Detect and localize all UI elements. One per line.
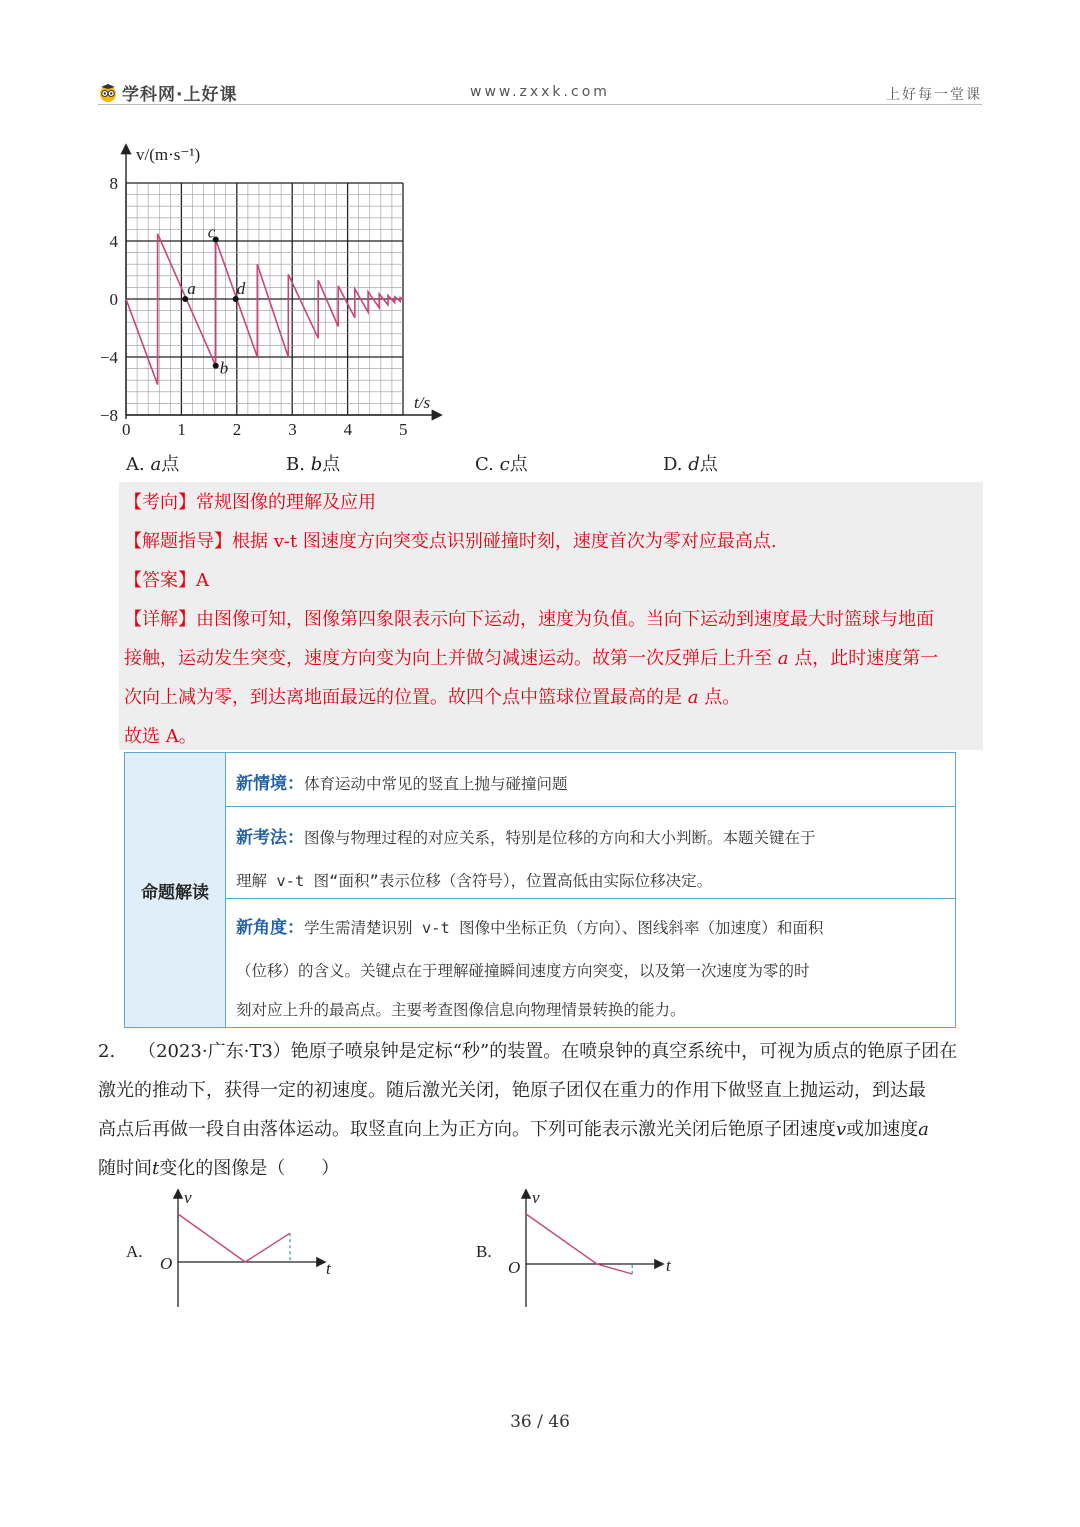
x-tick-label: 1	[177, 420, 186, 439]
interp-row-angle: 新角度：学生需清楚识别 v-t 图像中坐标正负（方向）、图线斜率（加速度）和面积 （位移）的含义。关键点在于理解碰撞瞬间速度方向突变，以及第一次速度为零的时 刻对应上升的最高点。主要考查图像信息向物理情景转换的能力。	[236, 918, 824, 1019]
interp-row-method: 新考法：图像与物理过程的对应关系，特别是位移的方向和大小判断。本题关键在于 理解 v-t 图“面积”表示位移（含符号），位置高低由实际位移决定。	[226, 807, 955, 899]
option-b-t-label: t	[666, 1256, 671, 1275]
q2-line-1: 2. （2023·广东·T3）铯原子喷泉钟是定标“秒”的装置。在喷泉钟的真空系统中，可视为质点的铯原子团在	[98, 1041, 958, 1062]
interpretation-rows	[226, 753, 955, 1027]
option-a-t-label: t	[326, 1259, 331, 1278]
analysis-conclusion: 故选 A。	[124, 726, 197, 747]
logo-text: 学科网·上好课	[122, 85, 238, 105]
analysis-detail-2: 接触，运动发生突变，速度方向变为向上并做匀减速运动。故第一次反弹后上升至 a 点，此时速度第一	[124, 648, 939, 669]
option-a-line	[178, 1214, 290, 1262]
header-divider	[98, 104, 982, 105]
x-tick-label: 0	[122, 420, 131, 439]
option-b-origin: O	[508, 1258, 521, 1277]
option-c[interactable]: C. c点	[475, 454, 528, 475]
header-slogan: 上好每一堂课	[886, 87, 982, 103]
v-axis-label: v/(m·s⁻¹)	[136, 145, 201, 164]
option-a-origin: O	[160, 1254, 173, 1273]
y-tick-label: −8	[99, 406, 118, 425]
option-b-line	[526, 1214, 632, 1274]
analysis-kaoxiang: 【考向】常规图像的理解及应用	[124, 492, 376, 513]
point-b	[213, 363, 219, 369]
owl-logo-icon	[98, 83, 118, 103]
analysis-answer: 【答案】A	[124, 570, 209, 591]
analysis-detail-3: 次向上减为零，到达离地面最远的位置。故四个点中篮球位置最高的是 a 点。	[124, 687, 741, 708]
y-tick-label: 4	[109, 232, 118, 251]
option-b[interactable]: B. b点	[286, 454, 341, 475]
t-axis-label: t/s	[414, 393, 431, 412]
point-label-a: a	[187, 279, 196, 298]
q2-line-3: 高点后再做一段自由落体运动。取竖直向上为正方向。下列可能表示激光关闭后铯原子团速度v或加速度a	[98, 1119, 929, 1140]
interpretation-table	[124, 752, 956, 1028]
point-label-c: c	[207, 222, 216, 242]
interp-row-situation: 新情境：体育运动中常见的竖直上抛与碰撞问题	[226, 753, 955, 807]
page-number: 36 / 46	[510, 1412, 570, 1432]
q2-source: （2023·广东·T3）	[138, 1041, 291, 1062]
option-b-v-label: v	[532, 1188, 540, 1207]
vt-chart	[98, 140, 458, 440]
q2-number: 2.	[98, 1041, 116, 1062]
option-b-label: B.	[476, 1242, 492, 1261]
x-tick-label: 5	[399, 420, 408, 439]
y-tick-label: −4	[99, 348, 118, 367]
y-tick-label: 0	[109, 290, 118, 309]
analysis-guidance: 【解题指导】根据 v-t 图速度方向突变点识别碰撞时刻，速度首次为零对应最高点.	[124, 531, 777, 552]
option-d[interactable]: D. d点	[663, 454, 718, 475]
velocity-series-line	[126, 234, 403, 385]
point-label-b: b	[219, 358, 229, 378]
q2-line-4: 随时间t变化的图像是（ ）	[98, 1158, 340, 1179]
option-a-label: A.	[126, 1242, 143, 1261]
point-label-d: d	[236, 279, 246, 298]
x-tick-label: 4	[343, 420, 353, 439]
header-url[interactable]: www.zxxk.com	[470, 84, 610, 100]
x-tick-label: 3	[288, 420, 297, 439]
analysis-detail-1: 【详解】由图像可知，图像第四象限表示向下运动，速度为负值。当向下运动到速度最大时篮球与地面	[124, 609, 934, 630]
q2-line-2: 激光的推动下，获得一定的初速度。随后激光关闭，铯原子团仅在重力的作用下做竖直上抛运动，到达最	[98, 1080, 926, 1101]
option-a[interactable]: A. a点	[126, 454, 180, 475]
interpretation-title: 命题解读	[125, 753, 226, 1027]
q2-option-b-graph[interactable]	[470, 1185, 700, 1310]
option-a-v-label: v	[184, 1188, 192, 1207]
x-tick-label: 2	[232, 420, 242, 439]
q2-option-a-graph[interactable]	[118, 1185, 348, 1310]
header-logo	[98, 80, 237, 105]
y-tick-label: 8	[109, 174, 118, 193]
